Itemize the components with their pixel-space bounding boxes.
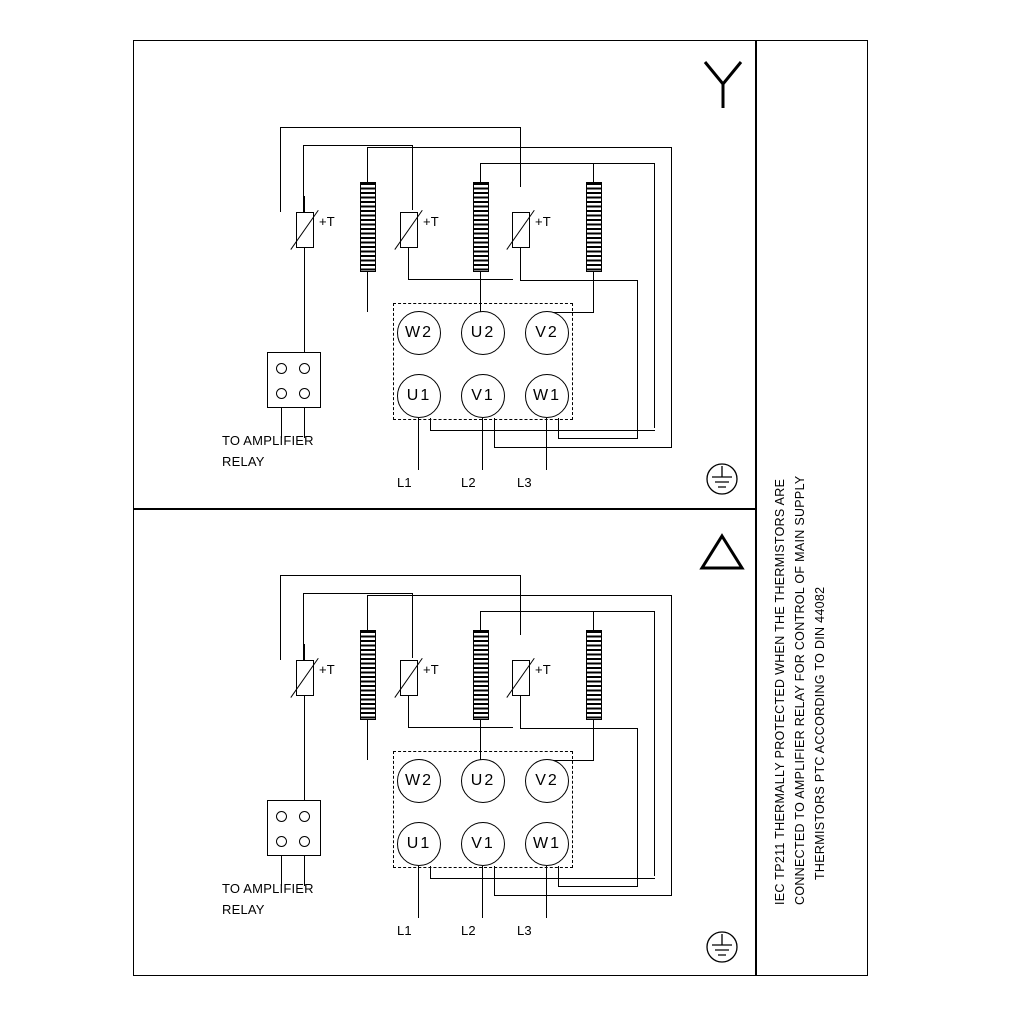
delta-coil-1 [360, 630, 376, 720]
delta-therm1-lead-bot [304, 696, 305, 804]
star-amplifier-connector-block [267, 352, 321, 408]
star-connector-pin-2 [299, 363, 310, 374]
delta-return-c-top [520, 728, 638, 729]
delta-wire-bus-c [480, 611, 655, 612]
star-supply-label-l2: L2 [461, 475, 476, 490]
star-connection-symbol [700, 58, 746, 112]
star-terminal-v2[interactable]: V2 [525, 311, 569, 355]
star-wire-bus-a-v [280, 127, 281, 212]
star-therm1-lead-top [304, 196, 305, 212]
delta-amplifier-connector-block [267, 800, 321, 856]
star-wire-bus-d-v [520, 127, 521, 187]
star-connector-pin-1 [276, 363, 287, 374]
star-return-c-v2 [637, 280, 638, 438]
delta-supply-label-l3: L3 [517, 923, 532, 938]
delta-therm3-lead-bot [520, 696, 521, 728]
delta-thermistor-1-label: +T [319, 662, 335, 677]
delta-thermistor-3-label: +T [535, 662, 551, 677]
star-terminal-u2[interactable]: U2 [461, 311, 505, 355]
side-note-line-3: THERMISTORS PTC ACCORDING TO DIN 44082 [813, 586, 827, 880]
delta-terminal-w2[interactable]: W2 [397, 759, 441, 803]
delta-supply-label-l1: L1 [397, 923, 412, 938]
star-return-a [430, 430, 655, 431]
star-supply-label-l3: L3 [517, 475, 532, 490]
delta-coil-2 [473, 630, 489, 720]
delta-wire-bus-b-v2 [671, 595, 672, 895]
star-supply-label-l1: L1 [397, 475, 412, 490]
star-coil1-lead-bot [367, 272, 368, 312]
delta-connection-symbol [698, 532, 746, 572]
delta-l3-lead [546, 866, 547, 918]
star-therm3-lead-bot [520, 248, 521, 280]
star-earth-ground-symbol [700, 462, 744, 496]
delta-amplifier-label-line2: RELAY [222, 902, 265, 917]
star-therm1-lead-bot [304, 248, 305, 356]
delta-therm2-bridge [408, 727, 513, 728]
delta-terminal-v2[interactable]: V2 [525, 759, 569, 803]
delta-l2-lead [482, 866, 483, 918]
star-wire-bus-b-v2 [671, 147, 672, 447]
star-wire-bus-c [480, 163, 655, 164]
delta-earth-ground-symbol [700, 930, 744, 964]
star-thermistor-2-label: +T [423, 214, 439, 229]
delta-coil1-lead-bot [367, 720, 368, 760]
star-connector-pin-3 [276, 388, 287, 399]
delta-thermistor-2-label: +T [423, 662, 439, 677]
star-amplifier-label-line1: TO AMPLIFIER [222, 433, 314, 448]
delta-wire-bus-b-v1 [367, 595, 368, 635]
star-return-b-v [494, 418, 495, 447]
delta-return-a-v [430, 866, 431, 878]
star-l2-lead [482, 418, 483, 470]
star-return-a-v [430, 418, 431, 430]
star-therm2-lead-bot [408, 248, 409, 280]
delta-wire-bus-e [303, 593, 413, 594]
star-coil3-lead-bot [593, 272, 594, 312]
side-note-line-1: IEC TP211 THERMALLY PROTECTED WHEN THE THERMISTORS ARE [773, 478, 787, 905]
star-l1-lead [418, 418, 419, 470]
star-coil-2 [473, 182, 489, 272]
delta-terminal-u2[interactable]: U2 [461, 759, 505, 803]
delta-wire-bus-a-v [280, 575, 281, 660]
star-coil-1 [360, 182, 376, 272]
notes-divider [755, 40, 757, 976]
star-terminal-w1[interactable]: W1 [525, 374, 569, 418]
star-return-c [558, 438, 638, 439]
delta-wire-bus-c-v2 [654, 611, 655, 876]
star-wire-bus-b-v1 [367, 147, 368, 187]
delta-return-b-v [494, 866, 495, 895]
delta-coil3-lead-top [593, 611, 594, 631]
star-wire-bus-a [280, 127, 521, 128]
side-note-line-2: CONNECTED TO AMPLIFIER RELAY FOR CONTROL OF MAIN SUPPLY [793, 475, 807, 905]
delta-return-b [494, 895, 672, 896]
panel-divider [133, 508, 755, 510]
delta-l1-lead [418, 866, 419, 918]
delta-wire-bus-e2-v [412, 593, 413, 658]
delta-wire-bus-a [280, 575, 521, 576]
delta-connector-pin-4 [299, 836, 310, 847]
delta-return-c [558, 886, 638, 887]
star-return-b [494, 447, 672, 448]
delta-wire-bus-d-v [520, 575, 521, 635]
delta-coil-3 [586, 630, 602, 720]
star-wire-bus-e2-v [412, 145, 413, 210]
delta-return-c-v [558, 866, 559, 886]
star-return-c-v [558, 418, 559, 438]
star-wire-bus-c-v2 [654, 163, 655, 428]
star-thermistor-3-label: +T [535, 214, 551, 229]
star-coil-3 [586, 182, 602, 272]
star-terminal-v1[interactable]: V1 [461, 374, 505, 418]
delta-terminal-w1[interactable]: W1 [525, 822, 569, 866]
delta-return-c-v2 [637, 728, 638, 886]
star-connector-pin-4 [299, 388, 310, 399]
delta-return-a [430, 878, 655, 879]
star-terminal-u1[interactable]: U1 [397, 374, 441, 418]
star-wire-bus-e [303, 145, 413, 146]
star-coil3-lead-top [593, 163, 594, 183]
delta-terminal-v1[interactable]: V1 [461, 822, 505, 866]
star-return-c-top [520, 280, 638, 281]
delta-terminal-u1[interactable]: U1 [397, 822, 441, 866]
delta-connector-pin-1 [276, 811, 287, 822]
delta-connector-pin-2 [299, 811, 310, 822]
star-l3-lead [546, 418, 547, 470]
delta-supply-label-l2: L2 [461, 923, 476, 938]
star-amplifier-label-line2: RELAY [222, 454, 265, 469]
star-thermistor-1-label: +T [319, 214, 335, 229]
delta-connector-pin-3 [276, 836, 287, 847]
star-therm2-bridge [408, 279, 513, 280]
delta-therm2-lead-bot [408, 696, 409, 728]
star-terminal-w2[interactable]: W2 [397, 311, 441, 355]
delta-coil3-lead-bot [593, 720, 594, 760]
delta-therm1-lead-top [304, 644, 305, 660]
delta-amplifier-label-line1: TO AMPLIFIER [222, 881, 314, 896]
